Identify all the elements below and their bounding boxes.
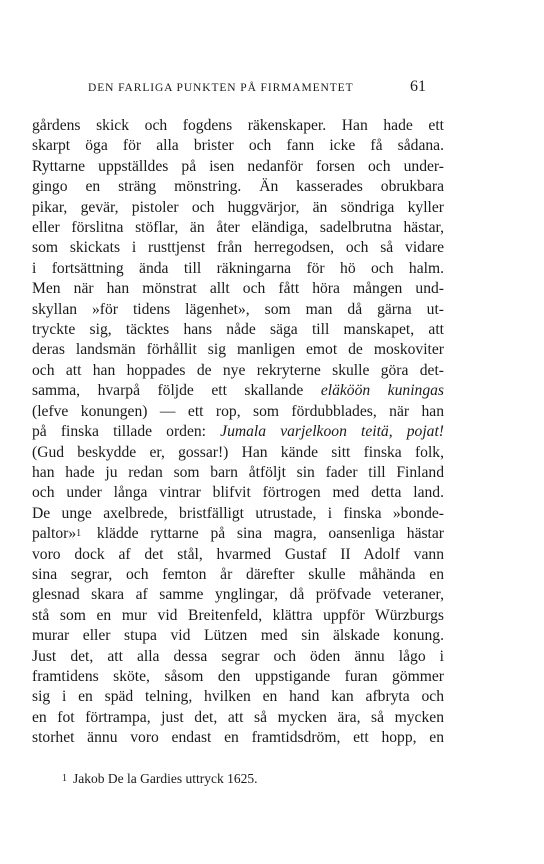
text-fragment: paltor»: [32, 525, 77, 543]
text-line: De unge axelbrede, bristfälligt utrustade, i finska »bonde-: [32, 504, 444, 522]
text-line: storhet ännu voro endast en framtidsdröm, ett hopp, en: [32, 729, 444, 747]
body-text: [32, 116, 444, 749]
text-line: skyllan »för tidens lägenhet», som man då gärna ut-: [32, 300, 444, 318]
text-line: Just det, att alla dessa segrar och öden ännu lågo i: [32, 647, 444, 665]
text-line: och under långa vintrar blifvit förtrogen med detta land.: [32, 484, 444, 502]
text-line: framtidens sköte, såsom den uppstigande furan gömmer: [32, 667, 444, 685]
page-number: 61: [410, 78, 426, 95]
footnote-reference: 1: [76, 528, 82, 540]
text-line: glesnad skara af samme ynglingar, då pröfvade veteraner,: [32, 586, 444, 604]
text-line: och att han hoppades de nye rekryterne skulle göra det-: [32, 361, 444, 379]
text-fragment: klädde ryttarne på sina magra, oansenliga hästar: [96, 525, 445, 543]
text-line: som skickats i rusttjenst från herregodsen, och så vidare: [32, 239, 444, 257]
text-line: sig i en späd telning, hvilken en hand kan afbryta och: [32, 688, 444, 706]
text-line: eller förslitna stöflar, än åter eländiga, sadelbrutna hästar,: [32, 219, 444, 237]
footnote-mark: 1: [62, 773, 67, 784]
text-line: pikar, gevär, pistoler och huggvärjor, än söndriga kyller: [32, 198, 444, 216]
text-line: skarpt öga för alla brister och fann icke få sådana.: [32, 137, 444, 155]
text-fragment: på finska tillade orden:: [32, 423, 207, 441]
text-line: gingo en sträng mönstring. Än kasserades obrukbara: [32, 178, 444, 196]
text-line: [32, 381, 444, 401]
text-line: (Gud beskydde er, gossar!) Han kände sitt finska folk,: [32, 443, 444, 461]
running-title: DEN FARLIGA PUNKTEN PÅ FIRMAMENTET: [88, 82, 354, 94]
text-line: gårdens skick och fogdens räkenskaper. Han hade ett: [32, 117, 444, 134]
text-line: stå som en mur vid Breitenfeld, klättra uppför Würzburgs: [32, 606, 444, 624]
text-line: (lefve konungen) — ett rop, som fördubblades, när han: [32, 402, 444, 420]
text-line: [32, 524, 444, 544]
italic-phrase: eläköön kuningas: [320, 382, 444, 400]
footnote: [62, 771, 257, 787]
text-line: Men när han mönstrat allt och fått höra mången und-: [32, 280, 444, 298]
footnote-text: Jakob De la Gardies uttryck 1625.: [73, 771, 258, 786]
text-line: tryckte sig, täcktes hans nåde säga till manskapet, att: [32, 321, 444, 339]
text-line: Ryttarne uppställdes på isen nedanför forsen och under-: [32, 157, 444, 175]
italic-phrase: Jumala varjelkoon teitä, pojat!: [220, 423, 444, 441]
text-line: han hade ju redan som barn åtföljt sin fader till Finland: [32, 463, 444, 481]
text-fragment: samma, hvarpå följde ett skallande: [32, 382, 304, 400]
text-line: i fortsättning ända till räkningarna för hö och halm.: [32, 259, 444, 277]
text-line: sina segrar, och femton år därefter skulle måhända en: [32, 565, 444, 583]
text-line: voro dock af det stål, hvarmed Gustaf II Adolf vann: [32, 545, 444, 563]
text-line: murar eller stupa vid Lützen med sin älskade konung.: [32, 627, 444, 645]
text-line: [32, 422, 444, 442]
text-line: en fot förtrampa, just det, att så mycken ära, så mycken: [32, 708, 444, 726]
text-line: deras landsmän förhållit sig manligen emot de moskoviter: [32, 341, 444, 359]
